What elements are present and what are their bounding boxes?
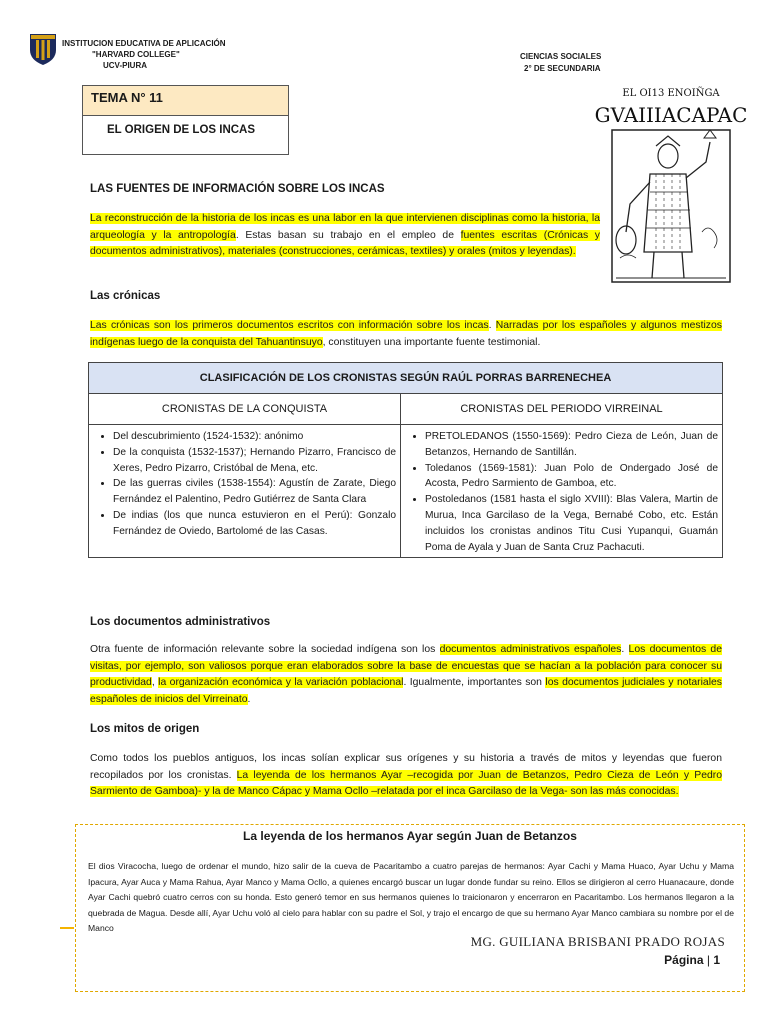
text-run: . Estas basan su trabajo en el empleo de [235, 229, 461, 241]
paragraph-fuentes [90, 211, 600, 261]
highlight: La leyenda de los hermanos Ayar –recogida por Juan de Betanzos, Pedro Cieza de León y Pedro Sarmiento de Gamboa)- y la de Manco Cápac y Mama Ocllo –relatada por el inca Garcilaso de la Vega- son las más conocidas. [90, 769, 722, 797]
school-name [62, 38, 302, 71]
list-item: • Toledanos (1569-1581): Juan Polo de Ondergado José de Acosta, Pedro Sarmiento de Gamboa, etc. [425, 461, 718, 493]
section-heading-cronicas: Las crónicas [90, 290, 161, 302]
school-logo [28, 32, 58, 66]
section-heading-mitos: Los mitos de origen [90, 723, 200, 735]
table-header-conquista: CRONISTAS DE LA CONQUISTA [89, 394, 401, 425]
school-name-line3: UCV-PIURA [103, 61, 148, 70]
list-virreinal [401, 429, 718, 555]
footer-page [560, 953, 720, 967]
text-run: Como todos los pueblos antiguos, los incas solían explicar sus orígenes y su historia a través de mitos y leyendas que fueron recopilados por los cronistas. [90, 753, 722, 781]
tema-title: EL ORIGEN DE LOS INCAS [107, 124, 256, 136]
page-separator: | [706, 953, 710, 967]
footer-author: MG. GUILIANA BRISBANI PRADO ROJAS [470, 934, 725, 949]
list-item: • De indias (los que nunca estuvieron en el Perú): Gonzalo Fernández de Oviedo, Bartolomé de las Casas. [113, 508, 396, 540]
table-title: CLASIFICACIÓN DE LOS CRONISTAS SEGÚN RAÚL PORRAS BARRENECHEA [89, 363, 723, 394]
highlight: Los documentos de visitas, por ejemplo, son valiosos porque eran elaborados sobre la base de encuestas que se hacían a la población para conocer su productividad [90, 644, 722, 688]
course-info [520, 51, 660, 75]
text-run: , [151, 677, 159, 688]
text-run: , constituyen una importante fuente testimonial. [322, 336, 541, 348]
list-item: • De las guerras civiles (1538-1554): Agustín de Zarate, Diego Fernández el Palentino, Pedro Gutiérrez de Santa Clara [113, 476, 396, 508]
text-run: . Igualmente, importantes son [403, 677, 546, 688]
highlight: documentos administrativos españoles [439, 644, 622, 655]
section-heading-documentos: Los documentos administrativos [90, 616, 271, 628]
highlight: los documentos judiciales y notariales españoles de inicios del Virreinato [90, 677, 722, 705]
portrait-caption-1: EL OI13 ENOIÑGA [622, 88, 720, 99]
margin-marker [60, 927, 74, 929]
table-cell-conquista [89, 425, 401, 558]
table-header-virreinal: CRONISTAS DEL PERIODO VIRREINAL [401, 394, 723, 425]
course-subject: CIENCIAS SOCIALES [520, 52, 602, 61]
list-item: • PRETOLEDANOS (1550-1569): Pedro Cieza de León, Juan de Betanzos, Hernando de Santillán. [425, 429, 718, 461]
highlight: La reconstrucción de la historia de los incas es una labor en la que intervienen disciplinas como la historia, la arqueología y la antropología [90, 213, 600, 241]
list-item: • Postoledanos (1581 hasta el siglo XVIII): Blas Valera, Martin de Murua, Inca Garcilaso de la Vega, Bernabé Cobo, etc. Están incluidos los cronistas andinos Titu Cusi Yupanqui, Guamán Poma de Ayala y Juan de Santa Cruz Pachacuti. [425, 492, 718, 555]
text-run: . [621, 644, 629, 655]
text-run: Otra fuente de información relevante sobre la sociedad indígena son los [90, 644, 440, 655]
list-item: • Del descubrimiento (1524-1532): anónimo [113, 429, 396, 445]
cronistas-table [88, 362, 723, 558]
text-run: . [247, 693, 251, 705]
portrait-caption-2: GVAIIIACAPAC [594, 103, 748, 127]
paragraph-mitos [90, 751, 722, 801]
school-name-line1: INSTITUCION EDUCATIVA DE APLICACIÓN [62, 39, 226, 48]
list-conquista [89, 429, 396, 540]
list-item: • De la conquista (1532-1537); Hernando Pizarro, Francisco de Xeres, Pedro Pizarro, Cristóbal de Mena, etc. [113, 445, 396, 477]
table-cell-virreinal [401, 425, 723, 558]
leyenda-title: La leyenda de los hermanos Ayar según Juan de Betanzos [243, 829, 577, 843]
school-name-line2: "HARVARD COLLEGE" [92, 50, 180, 59]
text-run: . [488, 320, 496, 331]
highlight: Las crónicas son los primeros documentos escritos con información sobre los incas [90, 320, 489, 331]
paragraph-documentos [90, 642, 722, 708]
huayna-capac-illustration [594, 82, 748, 290]
tema-box [82, 85, 289, 155]
course-grade: 2° DE SECUNDARIA [524, 64, 601, 73]
tema-number: TEMA N° 11 [83, 86, 288, 116]
highlight: fuentes escritas (Crónicas y documentos administrativos), materiales (construcciones, cerámicas, textiles) y orales (mitos y leyendas). [90, 229, 601, 257]
paragraph-cronicas [90, 318, 722, 351]
highlight: la organización económica y la variación poblacional [158, 677, 404, 688]
leyenda-text: El dios Viracocha, luego de ordenar el mundo, hizo salir de la cueva de Pacaritambo a cuatro parejas de hermanos: Ayar Cachi y Mama Huaco, Ayar Uchu y Mama Ipacura, Ayar Auca y Mama Rahua, Ayar Manco y Mama Ocllo, a quienes encargó buscar un lugar donde fundar su reino. Ellos se dirigieron al cerro Huanacaure, donde Ayar Cachi quebró cuatro cerros con su honda. Esto generó temor en sus hermanos quienes lo traicionaron y encerraron en Pacaritambo. Los hermanos llegaron a la quebrada de Magua. Desde allí, Ayar Uchu voló al cielo para hablar con su padre el Sol, y trajo el encargo de que su hermano Ayar Manco cambiara su nombre por el de Manco [88, 861, 734, 933]
page-number: 1 [713, 953, 720, 967]
section-heading-fuentes: LAS FUENTES DE INFORMACIÓN SOBRE LOS INCAS [90, 183, 385, 195]
highlight: Narradas por los españoles y algunos mestizos indígenas luego de la conquista del Tahuantinsuyo [90, 320, 722, 348]
page-label: Página [664, 953, 704, 967]
